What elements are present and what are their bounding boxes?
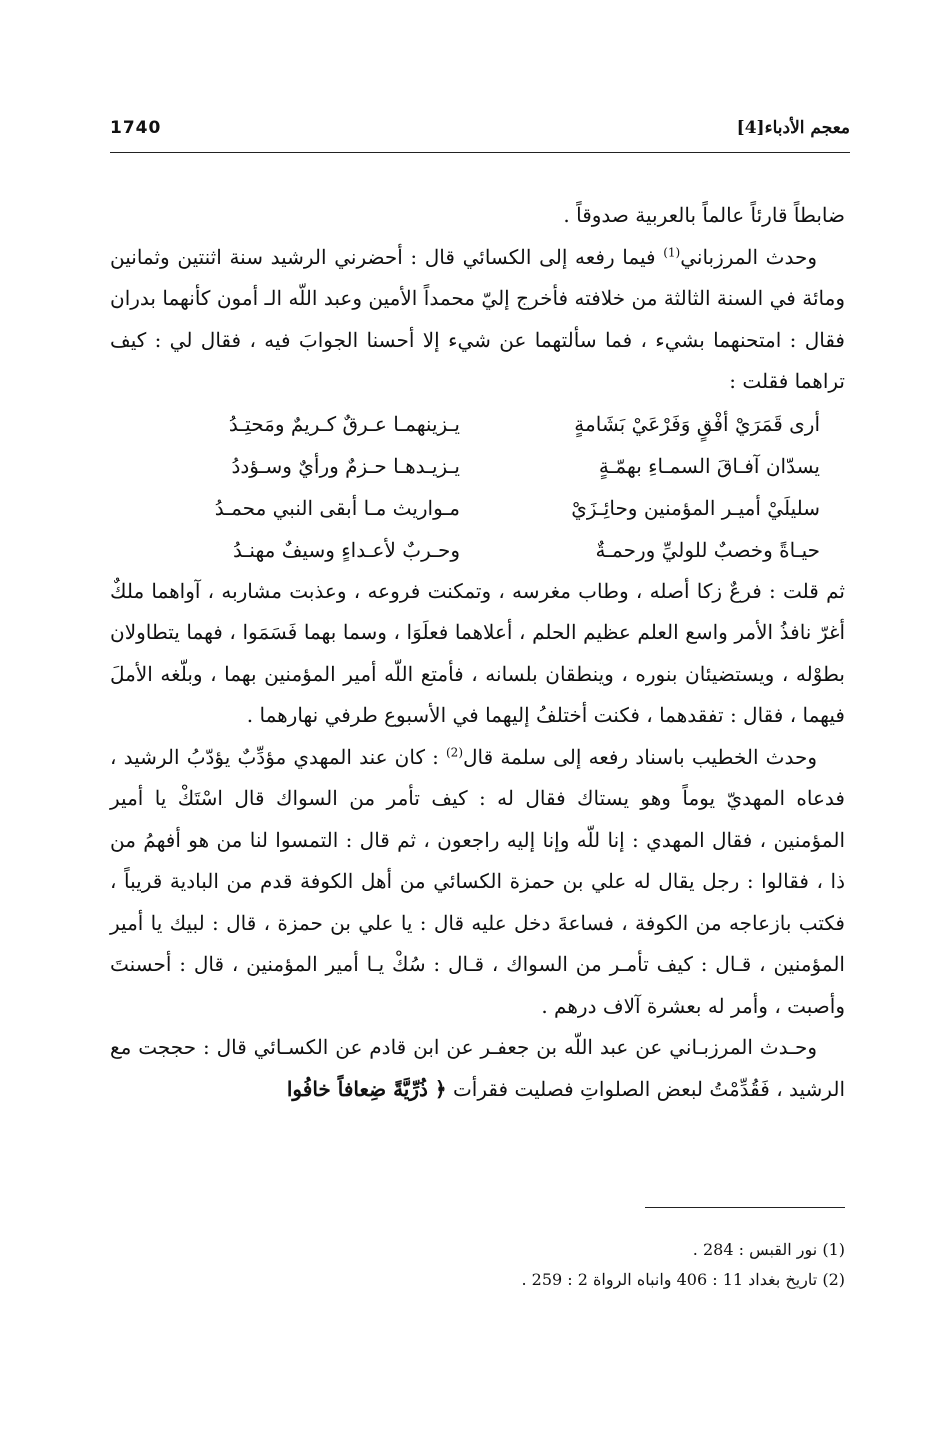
paragraph-2-start: وحدث المرزباني bbox=[680, 244, 817, 269]
poem bbox=[110, 403, 845, 571]
page-header bbox=[110, 118, 850, 148]
verse-4 bbox=[110, 529, 845, 571]
running-title: معجم الأدباء[4] bbox=[736, 118, 850, 138]
paragraph-4-start: وحدث الخطيب باسناد رفعه إلى سلمة قال bbox=[463, 744, 817, 769]
footnote-1: (1) نور القبس : 284 . bbox=[692, 1240, 845, 1259]
verse-3-first-hemistich: سليلَيْ أميـر المؤمنين وحائِـزَيْ bbox=[571, 495, 820, 520]
paragraph-3: ثم قلت : فرعٌ زكا أصله ، وطاب مغرسه ، وتمكنت فروعه ، وعذبت مشاربه ، آواهما ملكٌ أغرّ نافذُ الأمر واسع العلم عظيم الحلم ، أعلاهما فعلَوَا ، وسما بهما فَسَمَوا ، فهما يتطاولان بطوْله ، ويستضيئان بنوره ، وينطقان بلسانه ، فأمتع اللّه أمير المؤمنين بهما ، وبلّغه الأملَ فيهما ، فقال : تفقدهما ، فكنت أختلفُ إليهما في الأسبوع طرفي نهارهما . bbox=[110, 578, 845, 727]
footnote-ref-1[interactable]: (1) bbox=[663, 244, 681, 259]
verse-2-second-hemistich: يـزيـدهـا حـزمٌ ورأيٌ وسـؤددُ bbox=[231, 453, 460, 478]
paragraph-1: ضابطاً قارئاً عالماً بالعربية صدوقاً . bbox=[563, 203, 845, 227]
paragraph-2 bbox=[110, 237, 845, 403]
verse-4-first-hemistich: حيـاةً وخصبٌ للوليِّ ورحمـةٌ bbox=[595, 537, 820, 562]
footnote-ref-2[interactable]: (2) bbox=[445, 744, 463, 759]
verse-1-first-hemistich: أرى قَمَرَيْ أفْقٍ وَفَرْعَيْ بَشَامةٍ bbox=[574, 411, 820, 436]
paragraph-2-rest: فيما رفعه إلى الكسائي قال : أحضرني الرشيد سنة اثنتين وثمانين ومائة في السنة الثالثة من خلافته فأخرج إليّ محمداً الأمين وعبد اللّه الـ أمون كأنهما بدران فقال : امتحنهما بشيء ، فما سألتهما عن شيء إلا أحسنا الجوابَ فيه ، فقال لي : كيف تراهما فقلت : bbox=[110, 244, 845, 393]
footnotes bbox=[110, 1235, 845, 1295]
verse-3 bbox=[110, 487, 845, 529]
paragraph-4 bbox=[110, 737, 845, 1028]
paragraph-5-text: وحـدث المرزبـاني عن عبد اللّه بن جعفـر عن ابن قادم عن الكسـائي قال : حججت مع الرشيد ، فَقُدِّمْتُ لبعض الصلواتِ فصليت فقرأت bbox=[110, 1035, 845, 1101]
verse-2 bbox=[110, 445, 845, 487]
paragraph-5 bbox=[110, 1027, 845, 1110]
verse-4-second-hemistich: وحـربٌ لأعـداءٍ وسيفٌ مهنـدُ bbox=[233, 537, 460, 562]
footnote-2: (2) تاريخ بغداد 11 : 406 وانباه الرواة 2 : 259 . bbox=[521, 1270, 845, 1289]
main-text bbox=[110, 195, 845, 1110]
paragraph-4-rest: : كان عند المهدي مؤدِّبٌ يؤدّبُ الرشيد ، فدعاه المهديّ يوماً وهو يستاك فقال له : كيف تأمر من السواك قال اسْتَكْ يا أمير المؤمنين ، فقال المهدي : إنا للّه وإنا إليه راجعون ، ثم قال : التمسوا لنا من هو أفهمُ من ذا ، فقالوا : رجل يقال له علي بن حمزة الكسائي من أهل الكوفة قدم من البادية قريباً ، فكتب بازعاجه من الكوفة ، فساعةَ دخل عليه قال : يا علي بن حمزة ، قال : لبيك يا أمير المؤمنين ، قـال : كيف تأمـر من السواك ، قـال : سُكْ يـا أمير المؤمنين ، قال : أحسنتَ وأصبت ، وأمر له بعشرة آلاف درهم . bbox=[110, 744, 845, 1018]
quran-quote: ﴿ ذُرِّيَّةً ضِعافاً خافُوا bbox=[286, 1076, 447, 1101]
verse-2-first-hemistich: يسدّان آفـاقَ السمـاءِ بهمّـةٍ bbox=[598, 453, 820, 478]
footnote-rule bbox=[645, 1207, 845, 1208]
verse-1-second-hemistich: يـزينهمـا عـرقٌ كـريمٌ ومَحتِـدُ bbox=[228, 411, 460, 436]
verse-1 bbox=[110, 403, 845, 445]
verse-3-second-hemistich: مـواريث مـا أبقى النبي محمـدُ bbox=[214, 495, 460, 520]
page-number: 1740 bbox=[110, 118, 162, 138]
header-rule bbox=[110, 152, 850, 153]
